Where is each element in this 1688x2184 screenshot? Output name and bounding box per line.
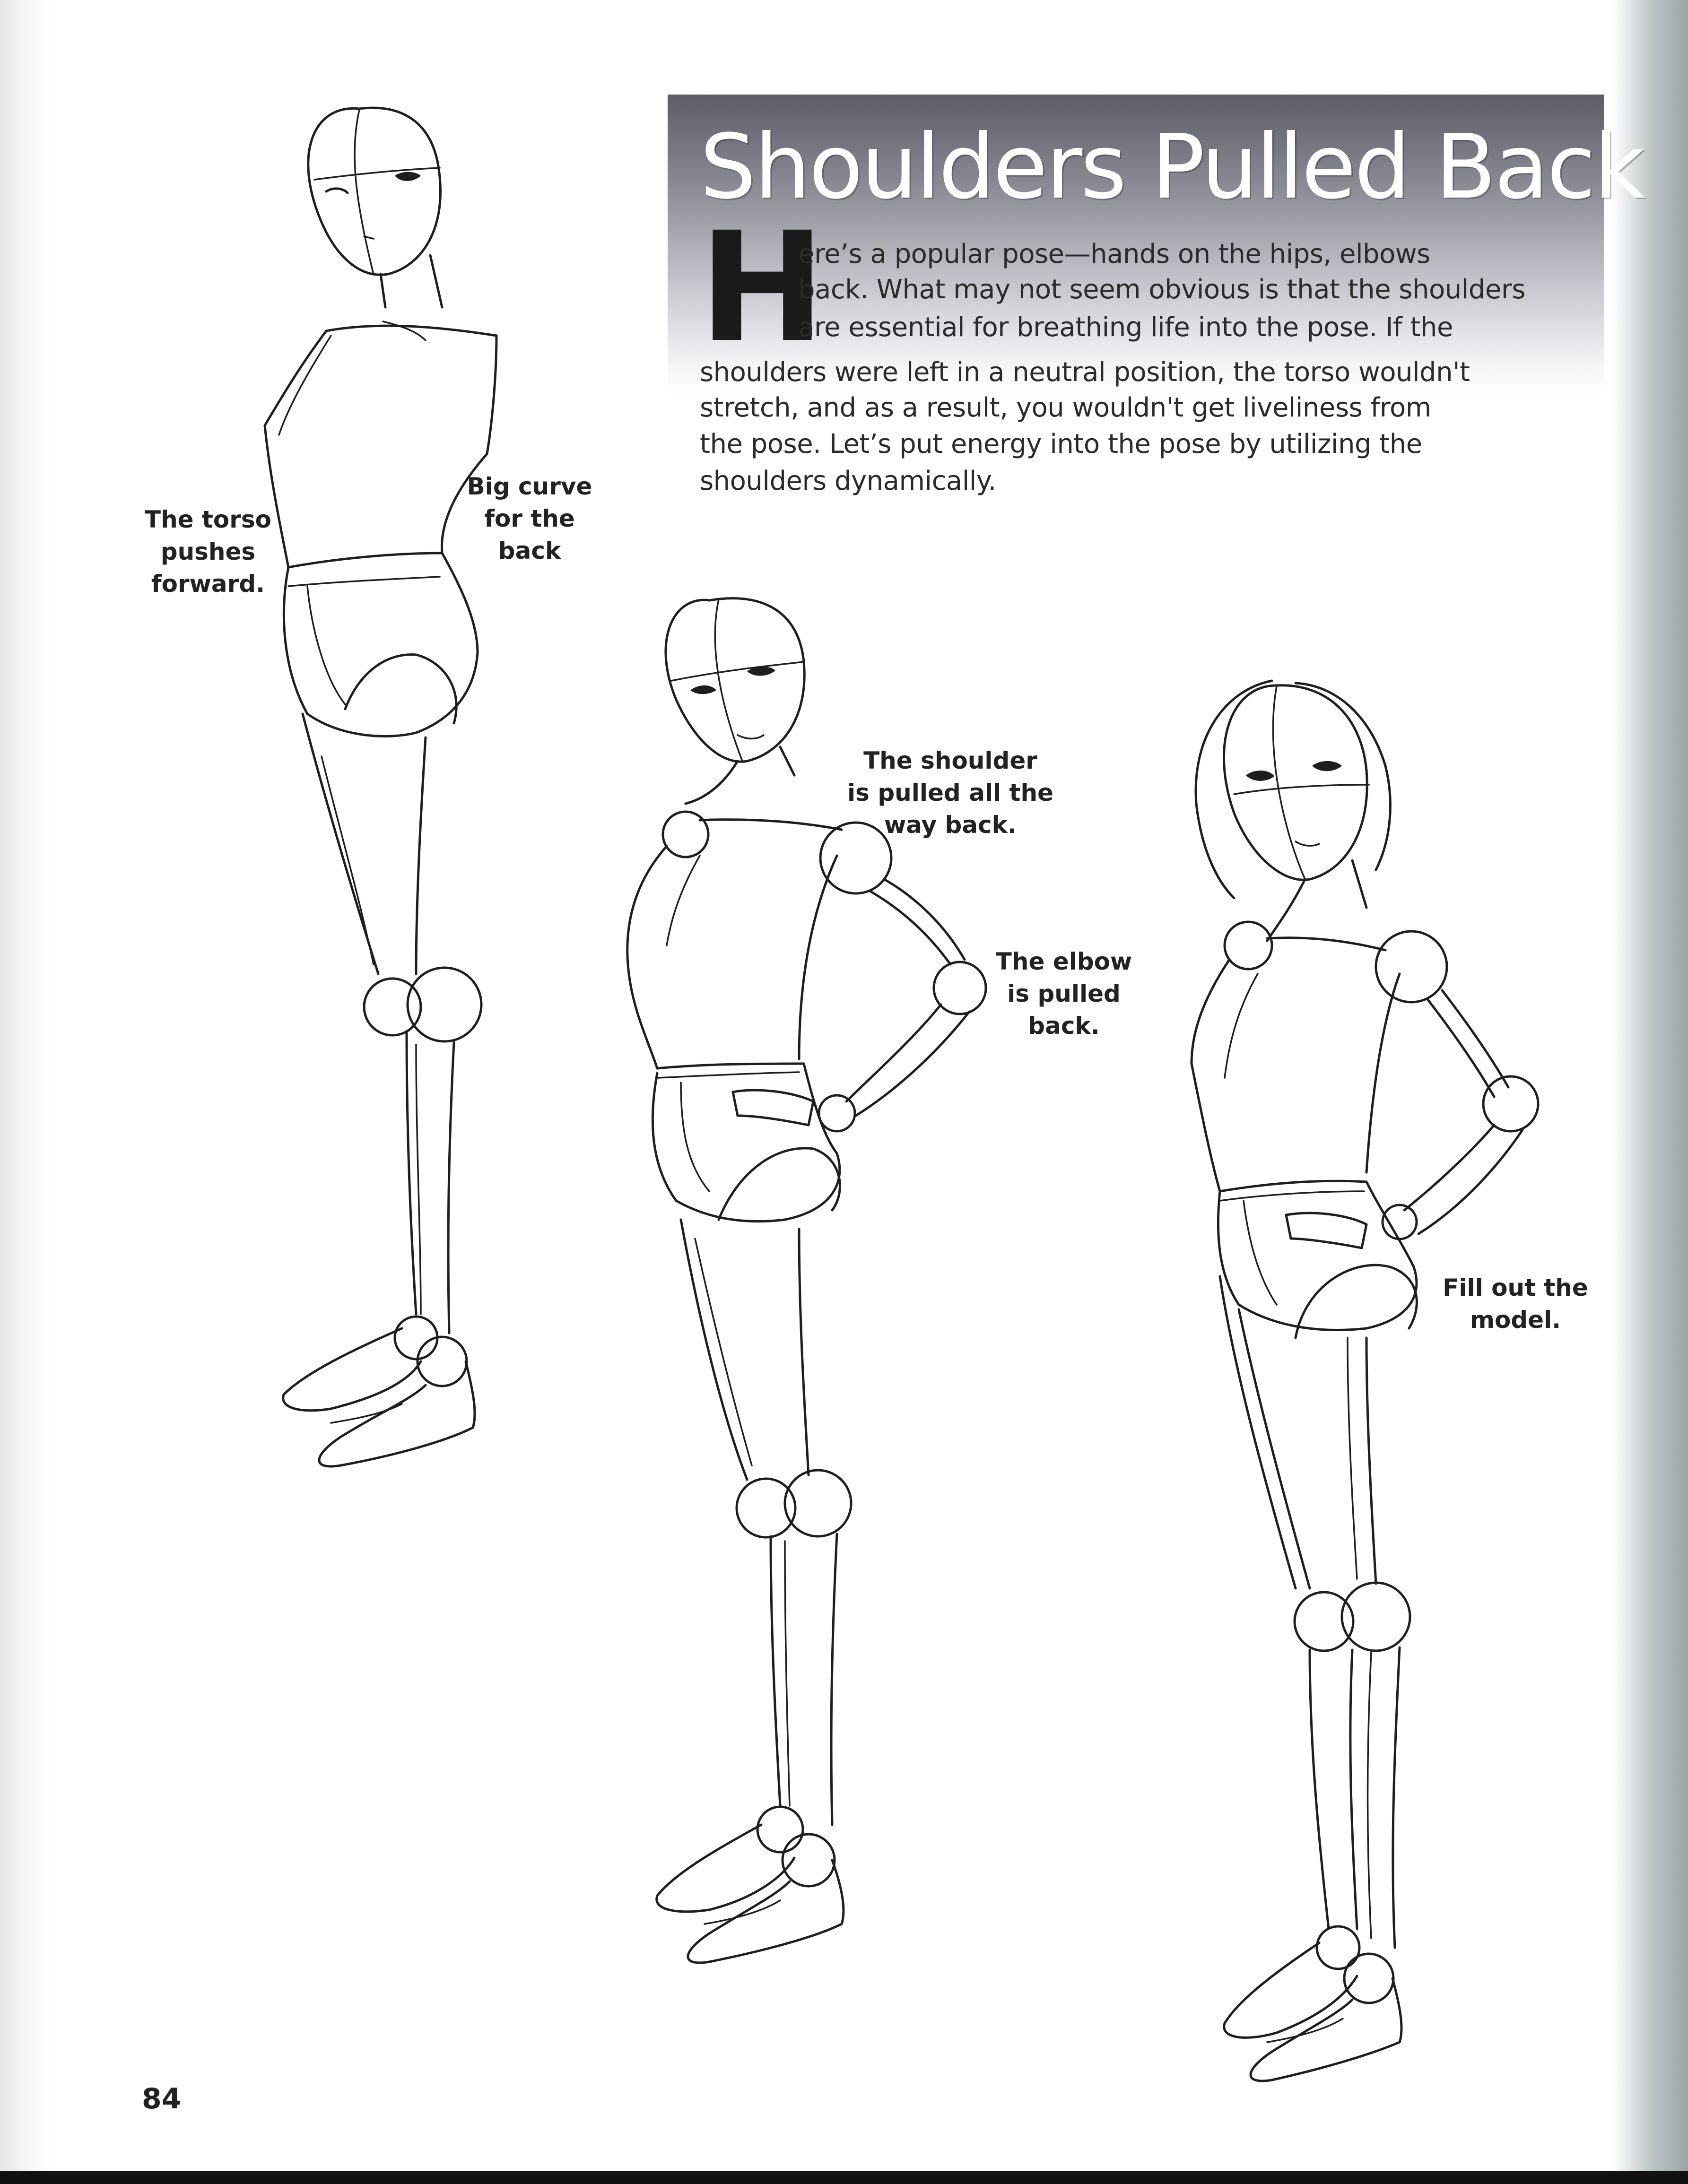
drop-cap: H: [699, 200, 826, 376]
intro-line-6: the pose. Let’s put energy into the pose by utilizing the: [700, 429, 1422, 459]
intro-line-4: shoulders were left in a neutral position, the torso wouldn't: [700, 357, 1470, 388]
annotation-big-curve: Big curve for the back: [467, 473, 592, 564]
page-number: 84: [142, 2082, 182, 2115]
annotation-elbow-back: The elbow is pulled back.: [995, 948, 1132, 1040]
intro-line-1: ere’s a popular pose—hands on the hips, elbows: [798, 239, 1430, 269]
annotation-shoulder-back: The shoulder is pulled all the way back.: [847, 747, 1053, 839]
annotation-fill-out: Fill out the model.: [1443, 1274, 1588, 1334]
annotation-torso-forward: The torso pushes forward.: [144, 506, 272, 598]
intro-line-2: back. What may not seem obvious is that the shoulders: [798, 274, 1526, 305]
intro-line-7: shoulders dynamically.: [700, 466, 996, 496]
intro-line-3: are essential for breathing life into the pose. If the: [798, 312, 1453, 343]
page-title: Shoulders Pulled Back: [700, 115, 1644, 219]
intro-line-5: stretch, and as a result, you wouldn't get liveliness from: [700, 392, 1431, 423]
